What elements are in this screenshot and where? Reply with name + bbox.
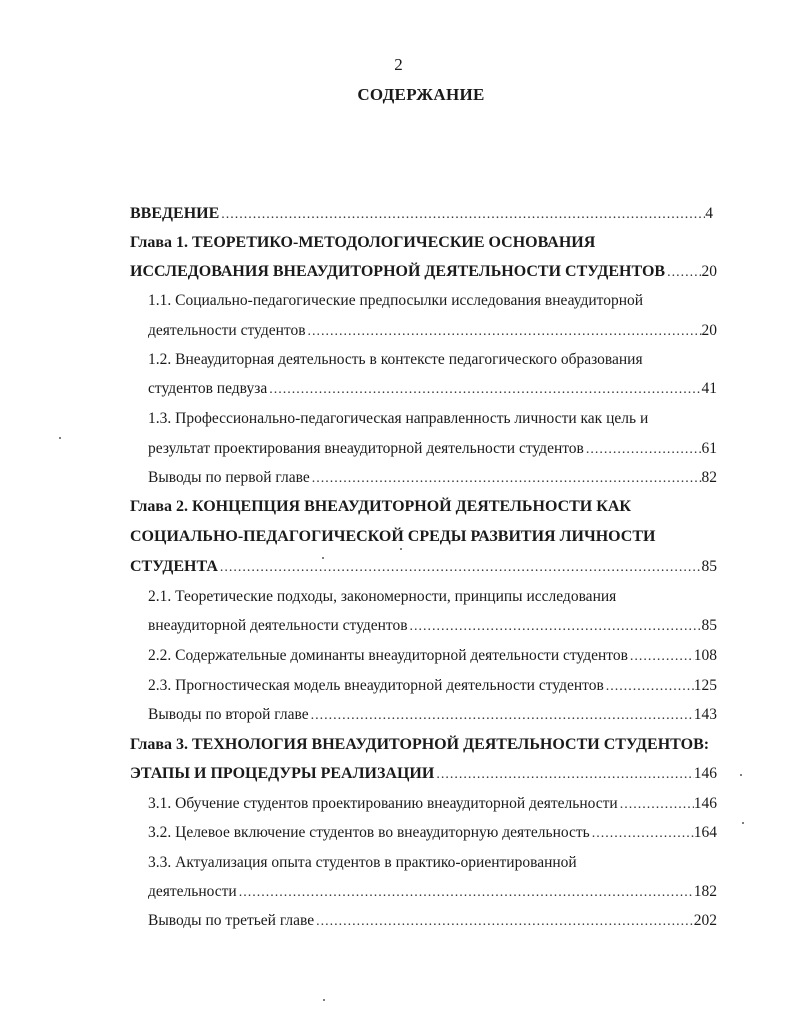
dot-leader: [267, 379, 701, 401]
toc-entry-chapter-3: [130, 763, 717, 785]
toc-entry-title: студентов педвуза: [148, 380, 268, 397]
page-title: СОДЕРЖАНИЕ: [357, 85, 485, 104]
toc-entry-section-2-3: [148, 675, 717, 697]
toc-entry-page: 202: [693, 912, 717, 929]
toc-entry-title: ЭТАПЫ И ПРОЦЕДУРЫ РЕАЛИЗАЦИИ: [130, 765, 435, 782]
dot-leader: [665, 262, 701, 284]
toc-entry-chapter-3-conclusions: [148, 910, 717, 932]
scan-speck: [322, 557, 324, 559]
section-1-3-title-line-1: 1.3. Профессионально-педагогическая направленность личности как цель и: [148, 410, 649, 427]
dot-leader: [309, 705, 694, 727]
toc-entry-page: 41: [701, 380, 717, 397]
toc-entry-section-1-1: [148, 320, 717, 342]
toc-entry-page: 146: [693, 765, 717, 782]
dot-leader: [618, 794, 694, 816]
toc-entry-page: 146: [693, 795, 717, 812]
toc-entry-title: ИССЛЕДОВАНИЯ ВНЕАУДИТОРНОЙ ДЕЯТЕЛЬНОСТИ СТУДЕНТОВ: [130, 263, 666, 280]
dot-leader: [584, 439, 702, 461]
toc-entry-title: внеаудиторной деятельности студентов: [148, 617, 408, 634]
toc-entry-title: ВВЕДЕНИЕ: [130, 205, 220, 222]
toc-entry-chapter-1-conclusions: [148, 467, 717, 489]
toc-entry-section-3-1: [148, 793, 717, 815]
toc-entry-page: 82: [701, 469, 717, 486]
toc-entry-title: Выводы по второй главе: [148, 706, 309, 723]
toc-entry-page: 164: [693, 824, 717, 841]
toc-entry-page: 85: [701, 558, 717, 575]
section-3-3-title-line-1: 3.3. Актуализация опыта студентов в практико-ориентированной: [148, 854, 577, 871]
toc-entry-title: Выводы по первой главе: [148, 469, 310, 486]
chapter-1-title-line-1: Глава 1. ТЕОРЕТИКО-МЕТОДОЛОГИЧЕСКИЕ ОСНОВАНИЯ: [130, 234, 596, 251]
toc-entry-title: 2.3. Прогностическая модель внеаудиторной деятельности студентов: [148, 677, 604, 694]
toc-entry-introduction: [130, 203, 713, 225]
toc-entry-chapter-2-conclusions: [148, 704, 717, 726]
scan-speck: [742, 822, 744, 824]
scan-speck: [740, 774, 742, 776]
toc-entry-section-1-3: [148, 438, 717, 460]
toc-entry-section-1-2: [148, 378, 717, 400]
dot-leader: [218, 557, 702, 579]
toc-entry-title: Выводы по третьей главе: [148, 912, 315, 929]
chapter-3-title-line-1: Глава 3. ТЕХНОЛОГИЯ ВНЕАУДИТОРНОЙ ДЕЯТЕЛЬНОСТИ СТУДЕНТОВ:: [130, 736, 710, 753]
toc-entry-section-2-1: [148, 615, 717, 637]
toc-entry-chapter-1: [130, 261, 717, 283]
section-1-1-title-line-1: 1.1. Социально-педагогические предпосылки исследования внеаудиторной: [148, 292, 644, 309]
toc-entry-title: деятельности: [148, 883, 237, 900]
toc-entry-page: 20: [701, 263, 717, 280]
toc-entry-page: 108: [693, 647, 717, 664]
scan-speck: [400, 548, 402, 550]
toc-entry-title: результат проектирования внеаудиторной деятельности студентов: [148, 440, 584, 457]
toc-entry-title: 3.1. Обучение студентов проектированию внеаудиторной деятельности: [148, 795, 618, 812]
toc-entry-title: 3.2. Целевое включение студентов во внеаудиторную деятельность: [148, 824, 590, 841]
chapter-2-title-line-2: СОЦИАЛЬНО-ПЕДАГОГИЧЕСКОЙ СРЕДЫ РАЗВИТИЯ ЛИЧНОСТИ: [130, 528, 656, 545]
toc-entry-section-2-2: [148, 645, 717, 667]
toc-entry-page: 85: [701, 617, 717, 634]
section-2-1-title-line-1: 2.1. Теоретические подходы, закономерности, принципы исследования: [148, 588, 617, 605]
scan-speck: [59, 437, 61, 439]
toc-entry-section-3-3: [148, 881, 717, 903]
dot-leader: [408, 616, 702, 638]
toc-entry-page: 125: [693, 677, 717, 694]
toc-entry-title: 2.2. Содержательные доминанты внеаудиторной деятельности студентов: [148, 647, 628, 664]
toc-entry-section-3-2: [148, 822, 717, 844]
dot-leader: [237, 882, 694, 904]
dot-leader: [604, 676, 694, 698]
dot-leader: [590, 823, 694, 845]
toc-entry-page: 20: [701, 322, 717, 339]
toc-entry-title: СТУДЕНТА: [130, 558, 218, 575]
toc-entry-page: 143: [693, 706, 717, 723]
toc-entry-page: 4: [705, 205, 713, 222]
toc-entry-page: 61: [701, 440, 717, 457]
toc-entry-chapter-2: [130, 556, 717, 578]
dot-leader: [306, 321, 702, 343]
chapter-2-title-line-1: Глава 2. КОНЦЕПЦИЯ ВНЕАУДИТОРНОЙ ДЕЯТЕЛЬНОСТИ КАК: [130, 498, 632, 515]
section-1-2-title-line-1: 1.2. Внеаудиторная деятельность в контексте педагогического образования: [148, 351, 643, 368]
dot-leader: [628, 646, 694, 668]
dot-leader: [434, 764, 693, 786]
dot-leader: [310, 468, 702, 490]
toc-entry-page: 182: [693, 883, 717, 900]
dot-leader: [314, 911, 694, 933]
scan-speck: [323, 999, 325, 1001]
toc-entry-title: деятельности студентов: [148, 322, 306, 339]
page-number: 2: [394, 55, 403, 74]
dot-leader: [219, 204, 705, 226]
